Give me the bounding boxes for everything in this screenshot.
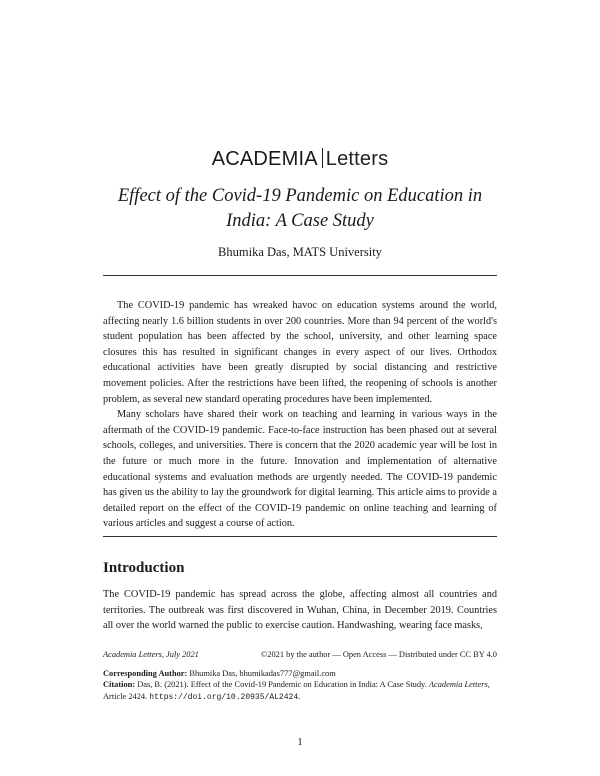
footer-meta [103, 668, 497, 703]
abstract [103, 298, 497, 532]
abstract-paragraph: Many scholars have shared their work on teaching and learning in various ways in the aftermath of the COVID-19 pandemic. Face-to-face instruction has been phased out at several schools, colleges, and universities. There is concern that the 2020 academic year will be lost in the future or much more in the future. Innovation and implementation of alternative educational systems and evaluation methods are urgently needed. The COVID-19 pandemic has given us the ability to lay the groundwork for digital learning. This article aims to provide a detailed report on the effect of the COVID-19 pandemic on online teaching and learning of various articles and suggest a course of action. [103, 409, 497, 530]
corresponding-author [103, 668, 497, 679]
corresponding-value: Bhumika Das, bhumikadas777@gmail.com [189, 669, 336, 678]
body-paragraph: The COVID-19 pandemic has spread across the globe, affecting almost all countries and territories. The outbreak was first discovered in Wuhan, China, in December 2019. Countries all over the world warned the public to exercise caution. Handwashing, wearing face masks, [103, 589, 497, 632]
journal-brand: ACADEMIA [211, 148, 318, 170]
citation-article: , Article 2424. [103, 680, 490, 701]
footer-license: ©2021 by the author — Open Access — Distributed under CC BY 4.0 [260, 650, 497, 659]
top-divider [103, 275, 497, 276]
journal-masthead [0, 148, 600, 171]
footer-journal: Academia Letters, July 2021 [103, 650, 199, 659]
footer-line [103, 650, 497, 659]
doi-link[interactable]: https://doi.org/10.20935/AL2424 [149, 692, 299, 702]
journal-section: Letters [325, 148, 389, 170]
corresponding-label: Corresponding Author: [103, 669, 188, 678]
section-heading: Introduction [103, 560, 185, 576]
doi-end: . [298, 691, 301, 701]
masthead-divider [322, 148, 323, 168]
paper-title: Effect of the Covid-19 Pandemic on Education in India: A Case Study [117, 186, 483, 231]
citation-journal: Academia Letters [428, 680, 488, 690]
abstract-paragraph: The COVID-19 pandemic has wreaked havoc on education systems around the world, affecting nearly 1.6 billion students in over 200 countries. More than 94 percent of the world's student population has been affected by the school, university, and other learning space closures this has resulted in significant changes in every aspect of our lives. Orthodox educational activities have been greatly disrupted by social distancing and restrictive movement policies. After the restrictions have been lifted, the reopening of schools is another problem, as several new standard operating procedures have been implemented. [103, 300, 497, 405]
page-number: 1 [297, 736, 303, 748]
citation-label: Citation: [103, 680, 136, 690]
citation [103, 679, 497, 703]
citation-text: Das, B. (2021). Effect of the Covid-19 Pandemic on Education in India: A Case Study. [137, 680, 427, 690]
abstract-divider [103, 536, 497, 537]
introduction-body [103, 587, 497, 634]
author-line: Bhumika Das, MATS University [218, 245, 382, 259]
